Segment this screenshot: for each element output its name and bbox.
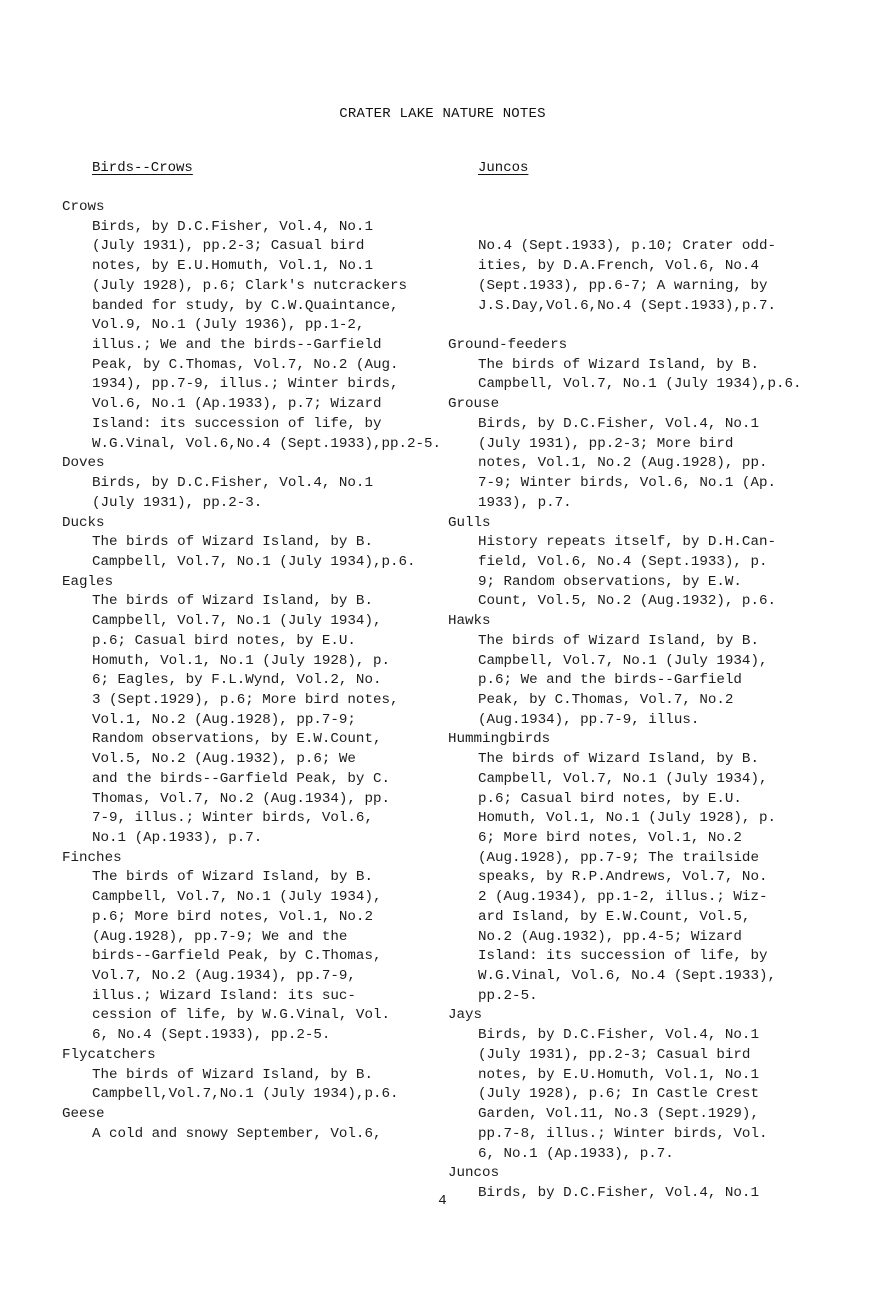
entry-line: Vol.1, No.2 (Aug.1928), pp.7-9; <box>92 711 356 728</box>
index-entry <box>448 415 868 514</box>
entry-line: The birds of Wizard Island, by B. <box>478 356 759 373</box>
entry-line: (July 1931), pp.2-3. <box>92 494 263 511</box>
entry-line: Peak, by C.Thomas, Vol.7, No.2 (Aug. <box>92 356 399 373</box>
index-term: Jays <box>448 1007 483 1024</box>
entry-line: Campbell, Vol.7, No.1 (July 1934),p.6. <box>92 553 416 570</box>
entry-line: History repeats itself, by D.H.Can- <box>478 534 776 551</box>
left-column <box>62 198 442 1145</box>
entry-line: Birds, by D.C.Fisher, Vol.4, No.1 <box>92 475 373 492</box>
entry-line: Birds, by D.C.Fisher, Vol.4, No.1 <box>92 218 373 235</box>
entry-line: No.4 (Sept.1933), p.10; Crater odd- <box>478 238 776 255</box>
entry-line: notes, by E.U.Homuth, Vol.1, No.1 <box>478 1066 759 1083</box>
entry-line: and the birds--Garfield Peak, by C. <box>92 770 390 787</box>
index-entry <box>448 632 868 731</box>
entry-line: Birds, by D.C.Fisher, Vol.4, No.1 <box>478 1184 759 1201</box>
entry-line: Homuth, Vol.1, No.1 (July 1928), p. <box>92 652 390 669</box>
index-term: Finches <box>62 849 122 866</box>
entry-line: pp.2-5. <box>478 987 538 1004</box>
entry-line: Island: its succession of life, by <box>478 948 768 965</box>
entry-line: 2 (Aug.1934), pp.1-2, illus.; Wiz- <box>478 889 768 906</box>
entry-line: Campbell, Vol.7, No.1 (July 1934), <box>478 652 768 669</box>
index-term: Doves <box>62 455 105 472</box>
index-entry <box>448 750 868 1006</box>
entry-line: illus.; Wizard Island: its suc- <box>92 987 356 1004</box>
page-number: 4 <box>438 1193 447 1209</box>
index-term: Geese <box>62 1106 105 1123</box>
entry-line: (July 1931), pp.2-3; More bird <box>478 435 734 452</box>
entry-line: banded for study, by C.W.Quaintance, <box>92 297 399 314</box>
entry-line: (Aug.1934), pp.7-9, illus. <box>478 711 700 728</box>
index-term: Ducks <box>62 514 105 531</box>
entry-line: No.1 (Ap.1933), p.7. <box>92 830 263 846</box>
entry-line: illus.; We and the birds--Garfield <box>92 337 382 354</box>
entry-line: Random observations, by E.W.Count, <box>92 731 382 748</box>
entry-line: J.S.Day,Vol.6,No.4 (Sept.1933),p.7. <box>478 297 776 314</box>
entry-line: Birds, by D.C.Fisher, Vol.4, No.1 <box>478 1027 759 1044</box>
entry-line: Thomas, Vol.7, No.2 (Aug.1934), pp. <box>92 790 390 807</box>
entry-line: field, Vol.6, No.4 (Sept.1933), p. <box>478 553 768 570</box>
entry-line: The birds of Wizard Island, by B. <box>92 1066 373 1083</box>
index-term: Gulls <box>448 514 491 531</box>
entry-line: (Sept.1933), pp.6-7; A warning, by <box>478 277 768 294</box>
entry-line: ities, by D.A.French, Vol.6, No.4 <box>478 258 759 275</box>
entry-line: 9; Random observations, by E.W. <box>478 573 742 590</box>
entry-line: Peak, by C.Thomas, Vol.7, No.2 <box>478 691 734 708</box>
index-entry <box>62 218 442 455</box>
entry-line: Campbell, Vol.7, No.1 (July 1934), <box>478 770 768 787</box>
entry-line: birds--Garfield Peak, by C.Thomas, <box>92 948 382 965</box>
entry-line: Vol.9, No.1 (July 1936), pp.1-2, <box>92 317 365 334</box>
entry-line: 3 (Sept.1929), p.6; More bird notes, <box>92 691 399 708</box>
entry-line: p.6; Casual bird notes, by E.U. <box>478 790 742 807</box>
entry-line: p.6; We and the birds--Garfield <box>478 672 742 689</box>
index-term: Crows <box>62 199 105 215</box>
index-term: Ground-feeders <box>448 337 568 354</box>
entry-line: Homuth, Vol.1, No.1 (July 1928), p. <box>478 810 776 827</box>
index-term: Eagles <box>62 573 114 590</box>
entry-line: 6, No.1 (Ap.1933), p.7. <box>478 1145 674 1162</box>
entry-line: Birds, by D.C.Fisher, Vol.4, No.1 <box>478 415 759 432</box>
entry-line: ard Island, by E.W.Count, Vol.5, <box>478 908 751 925</box>
right-column <box>448 198 868 1204</box>
entry-line: Campbell, Vol.7, No.1 (July 1934), <box>92 889 382 906</box>
index-term: Juncos <box>448 1165 500 1182</box>
entry-line: speaks, by R.P.Andrews, Vol.7, No. <box>478 869 768 886</box>
entry-line: (July 1931), pp.2-3; Casual bird <box>478 1046 751 1063</box>
index-entry <box>62 1125 442 1145</box>
entry-line: A cold and snowy September, Vol.6, <box>92 1125 382 1142</box>
index-entry <box>448 1026 868 1164</box>
index-term: Hawks <box>448 613 491 630</box>
entry-line: (July 1928), p.6; Clark's nutcrackers <box>92 277 408 294</box>
entry-line: p.6; More bird notes, Vol.1, No.2 <box>92 908 373 925</box>
index-term: Grouse <box>448 396 500 413</box>
entry-line: 7-9, illus.; Winter birds, Vol.6, <box>92 810 373 827</box>
left-column-heading: Birds--Crows <box>92 160 193 176</box>
index-entry <box>448 533 868 612</box>
entry-line: notes, by E.U.Homuth, Vol.1, No.1 <box>92 258 373 275</box>
index-term: Hummingbirds <box>448 731 551 748</box>
entry-line: Vol.6, No.1 (Ap.1933), p.7; Wizard <box>92 396 382 413</box>
entry-line: 7-9; Winter birds, Vol.6, No.1 (Ap. <box>478 475 776 492</box>
entry-line: notes, Vol.1, No.2 (Aug.1928), pp. <box>478 455 768 472</box>
entry-line: p.6; Casual bird notes, by E.U. <box>92 632 356 649</box>
right-column-heading: Juncos <box>478 160 529 176</box>
entry-line: (July 1931), pp.2-3; Casual bird <box>92 238 365 255</box>
entry-line: The birds of Wizard Island, by B. <box>92 869 373 886</box>
entry-line: Island: its succession of life, by <box>92 415 382 432</box>
entry-line: Garden, Vol.11, No.3 (Sept.1929), <box>478 1106 759 1123</box>
continued-entry <box>448 237 868 316</box>
entry-line: The birds of Wizard Island, by B. <box>92 593 373 610</box>
entry-line: W.G.Vinal, Vol.6, No.4 (Sept.1933), <box>478 968 776 985</box>
entry-line: (July 1928), p.6; In Castle Crest <box>478 1086 759 1103</box>
entry-line: (Aug.1928), pp.7-9; We and the <box>92 928 348 945</box>
index-entry <box>62 1066 442 1105</box>
entry-line: Vol.7, No.2 (Aug.1934), pp.7-9, <box>92 968 356 985</box>
entry-line: The birds of Wizard Island, by B. <box>92 534 373 551</box>
entry-line: The birds of Wizard Island, by B. <box>478 632 759 649</box>
entry-line: W.G.Vinal, Vol.6,No.4 (Sept.1933),pp.2-5. <box>92 435 442 452</box>
entry-line: (Aug.1928), pp.7-9; The trailside <box>478 849 759 866</box>
index-entry <box>62 474 442 513</box>
index-term: Flycatchers <box>62 1046 156 1063</box>
entry-line: Count, Vol.5, No.2 (Aug.1932), p.6. <box>478 593 776 610</box>
index-entry <box>62 592 442 848</box>
entry-line: pp.7-8, illus.; Winter birds, Vol. <box>478 1125 768 1142</box>
index-entry <box>62 533 442 572</box>
entry-line: Campbell,Vol.7,No.1 (July 1934),p.6. <box>92 1086 399 1103</box>
entry-line: Campbell, Vol.7, No.1 (July 1934),p.6. <box>478 376 802 393</box>
index-entry <box>448 356 868 395</box>
entry-line: 6; More bird notes, Vol.1, No.2 <box>478 830 742 846</box>
entry-line: cession of life, by W.G.Vinal, Vol. <box>92 1007 390 1024</box>
entry-line: 6; Eagles, by F.L.Wynd, Vol.2, No. <box>92 672 382 689</box>
entry-line: 6, No.4 (Sept.1933), pp.2-5. <box>92 1027 331 1044</box>
entry-line: The birds of Wizard Island, by B. <box>478 751 759 768</box>
entry-line: Vol.5, No.2 (Aug.1932), p.6; We <box>92 751 356 768</box>
entry-line: 1933), p.7. <box>478 494 572 511</box>
entry-line: 1934), pp.7-9, illus.; Winter birds, <box>92 376 399 393</box>
index-entry <box>62 868 442 1045</box>
running-title: CRATER LAKE NATURE NOTES <box>339 106 546 122</box>
entry-line: No.2 (Aug.1932), pp.4-5; Wizard <box>478 928 742 945</box>
entry-line: Campbell, Vol.7, No.1 (July 1934), <box>92 613 382 630</box>
